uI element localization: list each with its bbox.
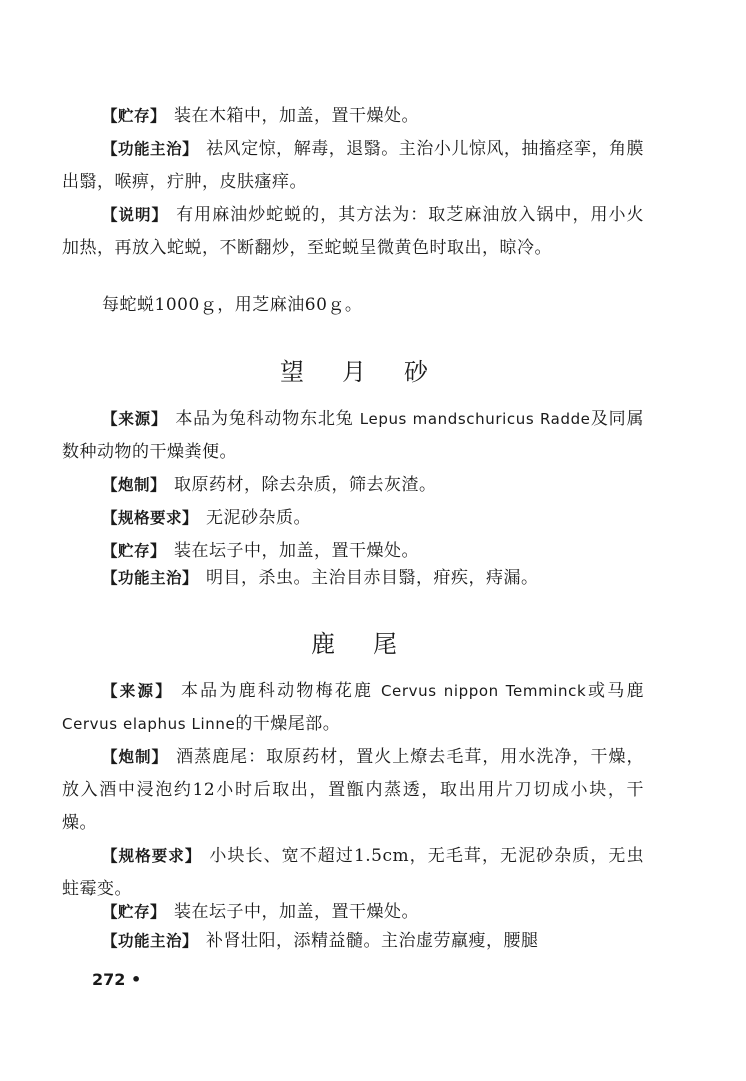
source-tag: 【来源】 <box>102 410 168 428</box>
storage-tag: 【贮存】 <box>102 107 167 125</box>
source-tag: 【来源】 <box>102 682 173 700</box>
source-text-a: 本品为鹿科动物梅花鹿 <box>180 681 374 701</box>
function-text: 明目，杀虫。主治目赤目翳，疳疾，痔漏。 <box>206 568 539 588</box>
processing-paragraph-wangyuesha <box>62 469 644 502</box>
note-paragraph <box>62 199 644 265</box>
spec-text: 无泥砂杂质。 <box>206 508 312 528</box>
source-text-b: 及同属数种动物的干燥粪便。 <box>62 409 644 462</box>
storage-paragraph-prev <box>62 100 644 133</box>
source-text-a: 本品为兔科动物东北兔 <box>175 409 354 429</box>
storage-tag: 【贮存】 <box>102 542 167 560</box>
spec-paragraph-wangyuesha <box>62 502 644 535</box>
source-paragraph-luwei <box>62 675 644 741</box>
function-paragraph-wangyuesha <box>62 562 644 595</box>
processing-tag: 【炮制】 <box>102 476 167 494</box>
source-latin-name-b: Cervus elaphus Linne <box>62 715 236 733</box>
note-dosage-line: 每蛇蜕1000ｇ，用芝麻油60ｇ。 <box>102 295 363 315</box>
source-latin-name-a: Cervus nippon Temminck <box>380 682 587 700</box>
processing-tag: 【炮制】 <box>102 748 169 766</box>
section-title-luwei: 鹿尾 <box>311 630 435 658</box>
function-tag: 【功能主治】 <box>102 140 199 158</box>
processing-text: 取原药材，除去杂质，筛去灰渣。 <box>174 475 437 495</box>
spec-tag: 【规格要求】 <box>102 847 202 865</box>
note-tag: 【说明】 <box>102 206 169 224</box>
spec-tag: 【规格要求】 <box>102 509 199 527</box>
processing-paragraph-luwei <box>62 741 644 840</box>
source-paragraph-wangyuesha <box>62 403 644 469</box>
source-latin-name: Lepus mandschuricus Radde <box>359 410 591 428</box>
function-text: 补肾壮阳，添精益髓。主治虚劳羸瘦，腰腿 <box>206 931 539 951</box>
page-number: 272 • <box>92 970 142 989</box>
function-paragraph-prev <box>62 133 644 199</box>
function-paragraph-luwei <box>62 925 644 958</box>
source-text-b: 或马鹿 <box>586 681 644 701</box>
note-text: 有用麻油炒蛇蜕的，其方法为：取芝麻油放入锅中，用小火加热，再放入蛇蜕，不断翻炒，至蛇蜕呈微黄色时取出，晾冷。 <box>62 205 644 258</box>
function-tag: 【功能主治】 <box>102 569 199 587</box>
processing-text: 酒蒸鹿尾：取原药材，置火上燎去毛茸，用水洗净，干燥，放入酒中浸泡约12小时后取出，置甑内蒸透，取出用片刀切成小块，干燥。 <box>62 747 644 833</box>
section-title-wangyuesha: 望月砂 <box>280 358 466 386</box>
storage-text: 装在木箱中，加盖，置干燥处。 <box>174 106 420 126</box>
source-text-c: 的干燥尾部。 <box>235 714 341 734</box>
function-tag: 【功能主治】 <box>102 932 199 950</box>
storage-text: 装在坛子中，加盖，置干燥处。 <box>174 902 420 922</box>
function-text: 祛风定惊，解毒，退翳。主治小儿惊风，抽搐痉挛，角膜出翳，喉痹，疔肿，皮肤瘙痒。 <box>62 139 644 192</box>
storage-tag: 【贮存】 <box>102 903 167 921</box>
storage-text: 装在坛子中，加盖，置干燥处。 <box>174 541 420 561</box>
spec-text: 小块长、宽不超过1.5cm，无毛茸，无泥砂杂质，无虫蛀霉变。 <box>62 846 644 899</box>
